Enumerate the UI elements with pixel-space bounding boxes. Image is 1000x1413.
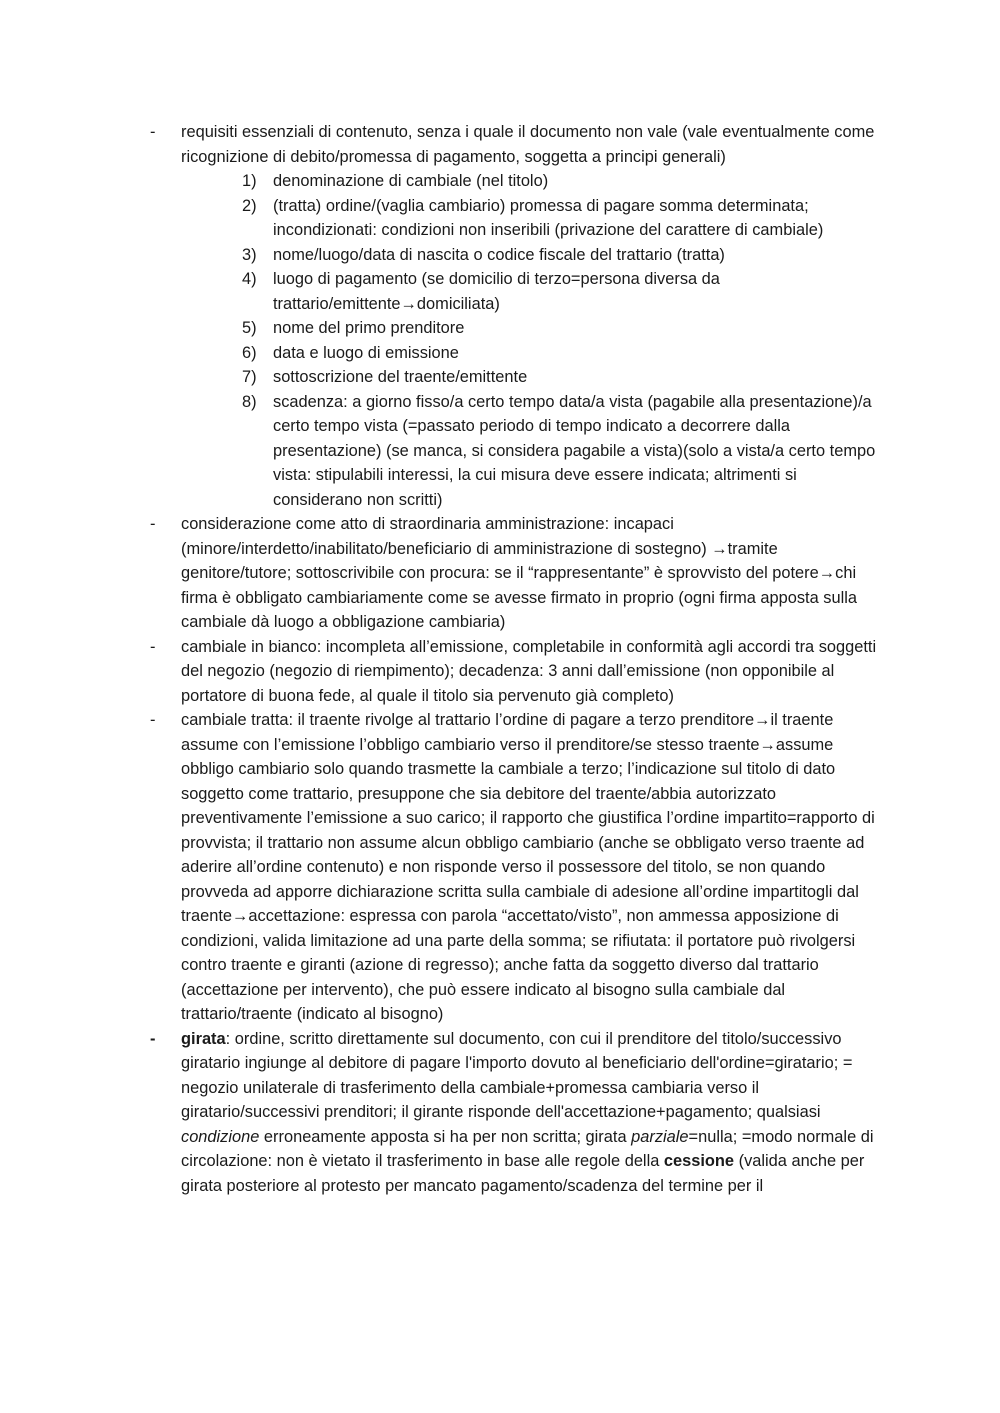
item-number: 3) — [242, 245, 257, 264]
item-text: data e luogo di emissione — [273, 343, 459, 362]
item-number: 5) — [242, 319, 257, 337]
item-number: 1) — [242, 172, 257, 190]
bullet-cambiale-in-bianco — [150, 635, 890, 709]
bullet-marker: - — [150, 515, 156, 533]
bullet-requisiti — [150, 120, 890, 512]
bullet-girata — [150, 1027, 890, 1199]
text-segment: erroneamente apposta si ha per non scritta; girata — [259, 1127, 632, 1146]
list-item — [181, 316, 890, 341]
bullet-straordinaria-amministrazione — [150, 512, 890, 635]
item-text: sottoscrizione del traente/emittente — [273, 368, 528, 386]
item-text: (tratta) ordine/(vaglia cambiario) promessa di pagare somma determinata; incondizionati: condizioni non inseribili (privazione del carattere di cambiale) — [273, 196, 824, 239]
text-segment: (valida anche per girata posteriore al protesto per mancato pagamento/scadenza del termine per il — [181, 1152, 865, 1195]
document-content — [150, 120, 890, 1198]
list-item — [181, 390, 890, 513]
item-text: scadenza: a giorno fisso/a certo tempo data/a vista (pagabile alla presentazione)/a certo tempo vista (=passato periodo di tempo indicato a decorrere dalla presentazione) (se manca, si considera pagabile a vista)(solo a vista/a certo tempo vista: stipulabili interessi, la cui misura deve essere indicata; altrimenti si considerano non scritti) — [273, 392, 876, 509]
bullet-text: requisiti essenziali di contenuto, senza i quale il documento non vale (vale eventualmente come ricognizione di debito/promessa di pagamento, soggetta a principi generali) — [181, 123, 875, 166]
bullet-text: cambiale tratta: il traente rivolge al trattario l’ordine di pagare a terzo prenditore→il traente assume con l’emissione l’obbligo cambiario verso il prenditore/se stesso traente→assume obbligo cambiario solo quando trasmette la cambiale a terzo; l’indicazione sul titolo di dato soggetto come trattario, presuppone che sia debitore del traente/abbia autorizzato preventivamente l’emissione a suo carico; il rapporto che giustifica l’ordine impartito=rapporto di provvista; il trattario non assume alcun obbligo cambiario (anche se obbligato verso traente ad aderire all’ordine contenuto) e non risponde verso il possessore del titolo, se non quando provveda ad apporre dichiarazione scritta sulla cambiale di adesione all’ordine impartitogli dal traente→accettazione: espressa con parola “accettato/visto”, non ammessa apposizione di condizioni, valida limitazione ad una parte della somma; se rifiutata: il portatore può rivolgersi contro traente e giranti (azione di regresso); anche fatta da soggetto diverso dal trattario (accettazione per intervento), che può essere indicato al bisogno sulla cambiale dal trattario/traente (indicato al bisogno) — [181, 711, 875, 1023]
item-number: 7) — [242, 368, 257, 386]
list-item — [181, 365, 890, 390]
text-segment: : ordine, scritto direttamente sul documento, con cui il prenditore del titolo/successivo giratario ingiunge al debitore di pagare l'importo dovuto al beneficiario dell'ordine=giratario; = negozio unilaterale di trasferimento della cambiale+promessa cambiaria verso il giratario/successivi prenditori; il girante risponde dell'accettazione+pagamento; qualsiasi — [181, 1029, 853, 1121]
item-number: 2) — [242, 196, 257, 215]
list-item — [181, 267, 890, 316]
term-girata: girata — [181, 1029, 226, 1048]
term-parziale: parziale — [631, 1127, 689, 1146]
bullet-marker: - — [150, 123, 156, 141]
bullet-marker: - — [150, 711, 156, 729]
item-text: nome del primo prenditore — [273, 319, 465, 337]
bullet-marker: - — [150, 1029, 156, 1048]
item-text: nome/luogo/data di nascita o codice fiscale del trattario (tratta) — [273, 245, 725, 264]
list-item — [181, 169, 890, 194]
list-item — [181, 341, 890, 366]
item-number: 8) — [242, 392, 257, 411]
bullet-marker: - — [150, 637, 156, 656]
item-text: luogo di pagamento (se domicilio di terzo=persona diversa da trattario/emittente→domiciliata) — [273, 270, 720, 313]
list-item — [181, 243, 890, 268]
list-item — [181, 194, 890, 243]
bullet-text: considerazione come atto di straordinaria amministrazione: incapaci (minore/interdetto/inabilitato/beneficiario di amministrazione di sostegno) →tramite genitore/tutore; sottoscrivibile con procura: se il “rappresentante” è sprovvisto del potere→chi firma è obbligato cambiariamente come se avesse firmato in proprio (ogni firma apposta sulla cambiale dà luogo a obbligazione cambiaria) — [181, 515, 857, 631]
term-condizione: condizione — [181, 1127, 260, 1146]
bullet-text — [181, 1027, 890, 1199]
bullet-text: cambiale in bianco: incompleta all’emissione, completabile in conformità agli accordi tra soggetti del negozio (negozio di riempimento); decadenza: 3 anni dall’emissione (non opponibile al portatore di buona fede, al quale il titolo sia pervenuto già completo) — [181, 637, 877, 705]
term-cessione: cessione — [663, 1152, 735, 1170]
item-text: denominazione di cambiale (nel titolo) — [273, 172, 549, 190]
text-segment: =nulla; =modo normale di circolazione: non è vietato il trasferimento in base alle regole della — [181, 1127, 874, 1170]
bullet-cambiale-tratta — [150, 708, 890, 1027]
item-number: 4) — [242, 270, 257, 288]
numbered-list — [181, 169, 890, 512]
item-number: 6) — [242, 343, 257, 362]
